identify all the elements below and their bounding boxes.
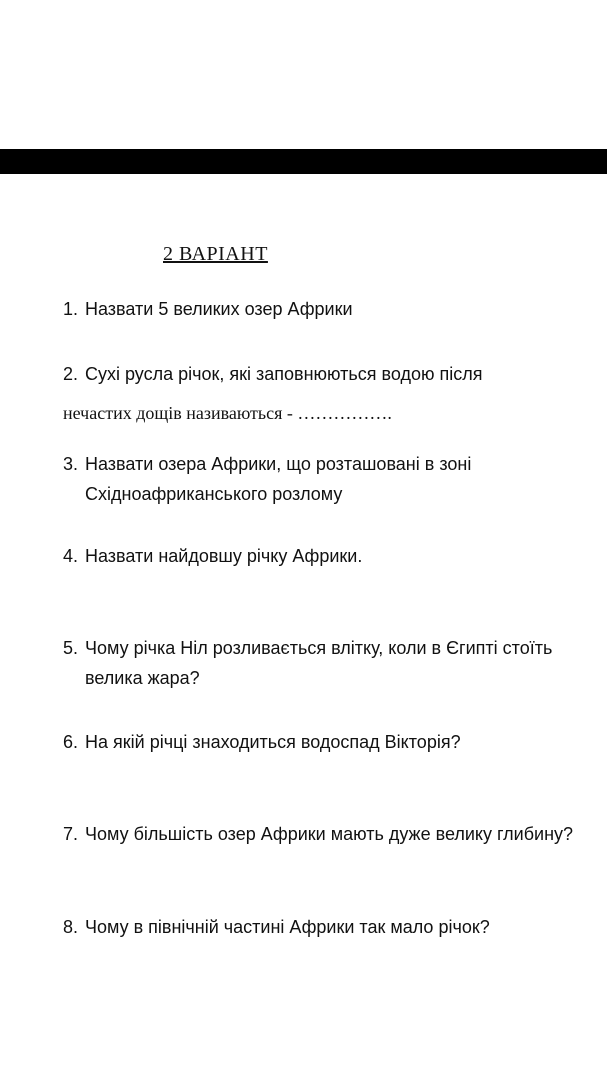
question-7 xyxy=(63,819,583,849)
question-text: На якій річці знаходиться водоспад Вікторія? xyxy=(85,732,461,752)
question-3 xyxy=(63,449,583,509)
black-header-bar xyxy=(0,149,607,174)
question-number: 4. xyxy=(63,546,79,566)
variant-title: 2 ВАРІАНТ xyxy=(163,243,268,265)
question-text: Назвати найдовшу річку Африки. xyxy=(85,546,363,566)
question-text: Назвати 5 великих озер Африки xyxy=(85,299,353,319)
question-number: 8. xyxy=(63,917,79,937)
question-4 xyxy=(63,541,583,571)
question-6 xyxy=(63,727,583,757)
question-text: Чому річка Ніл розливається влітку, коли в Єгипті стоїть велика жара? xyxy=(85,638,553,688)
question-2-continuation: нечастих дощів називаються - ……………. xyxy=(63,403,392,423)
question-text: Чому в північній частині Африки так мало річок? xyxy=(85,917,490,937)
question-number: 6. xyxy=(63,732,79,752)
question-number: 7. xyxy=(63,824,79,844)
question-1 xyxy=(63,294,583,324)
question-5 xyxy=(63,633,583,693)
question-8 xyxy=(63,912,583,942)
question-number: 3. xyxy=(63,454,79,474)
question-number: 5. xyxy=(63,638,79,658)
question-text: Сухі русла річок, які заповнюються водою після xyxy=(85,364,483,384)
question-number: 1. xyxy=(63,299,79,319)
question-text: Чому більшість озер Африки мають дуже велику глибину? xyxy=(85,824,574,844)
question-text: Назвати озера Африки, що розташовані в зоні Східноафриканського розлому xyxy=(85,454,472,504)
question-2 xyxy=(63,359,583,389)
question-number: 2. xyxy=(63,364,79,384)
